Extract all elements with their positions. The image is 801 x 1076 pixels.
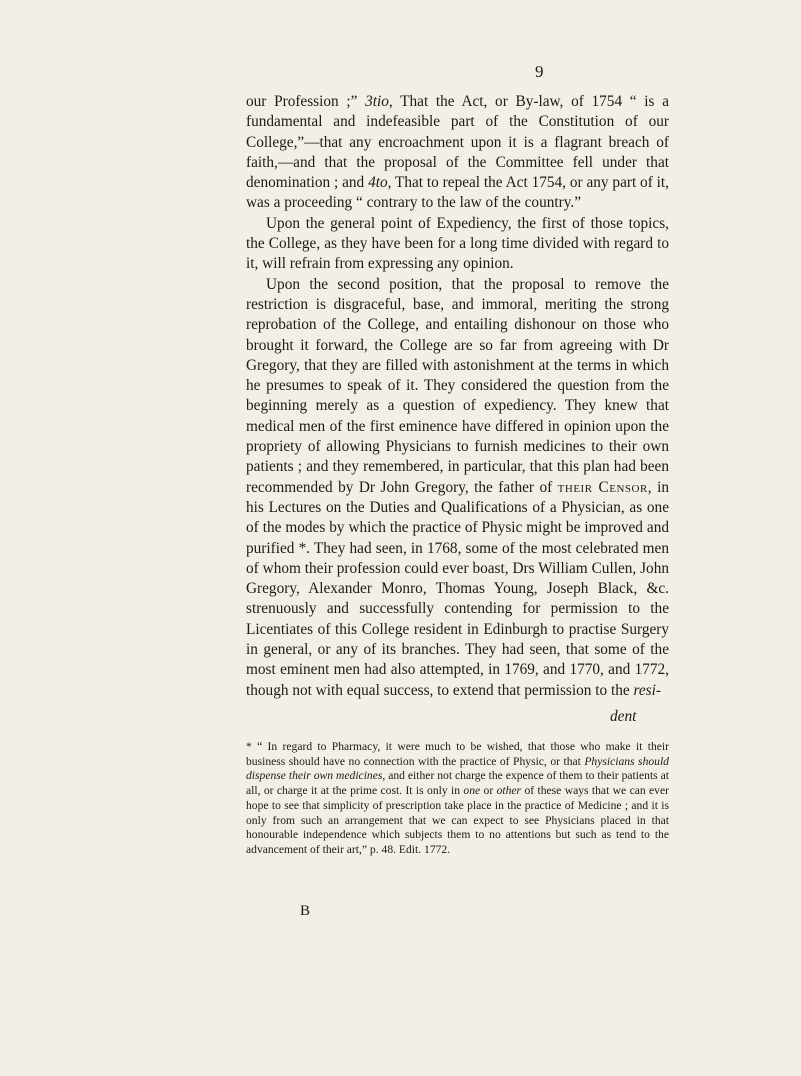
main-text xyxy=(246,92,669,701)
text-segment: our Profession ;” xyxy=(246,93,366,110)
footnote-segment: or xyxy=(480,784,497,798)
text-segment: , That the Act, or By-law, of 1754 “ is a fundamental and indefeasible part of the Constitution of our College,”—that any encroachment upon it is a flagrant breach of faith,—and that the proposal of the Committee fell under that denomination ; and xyxy=(246,93,669,192)
text-segment: resi- xyxy=(633,681,661,699)
signature-mark: B xyxy=(300,903,311,919)
text-segment: , in his Lectures on the Duties and Qualifications of a Physician, as one of the modes by which the practice of Physic might be improved and purified *. They had seen, in 1768, some of the most celebrated men of whom their profession could ever boast, Drs William Cullen, John Gregory, Alexander Monro, Thomas Young, Joseph Black, &c. strenuously and successfully contending for permission to the Licentiates of this College resident in Edinburgh to practise Surgery in general, or any of its branches. They had seen, that some of the most eminent men had also attempted, in 1769, and 1770, and 1772, though not with equal success, to extend that permission to the xyxy=(246,478,669,699)
footnote-segment: Physicians should dispense their own medicines xyxy=(246,754,669,783)
page-number: 9 xyxy=(535,62,544,81)
paragraph-1 xyxy=(246,92,669,214)
footnote-segment: of these ways that we can ever hope to see that simplicity of prescription take place in the practice of Medicine ; and it is only from such an arrangement that we can expect to see Physicians placed in that honourable independence which subjects them to no attentions but such as tend to the advancement of their art,” p. 48. Edit. 1772. xyxy=(246,784,669,856)
text-segment: 4to xyxy=(368,174,388,192)
text-segment: Upon the general point of Expediency, the first of those topics, the College, as they have been for a long time divided with regard to it, will refrain from expressing any opinion. xyxy=(246,214,669,273)
paragraph-3 xyxy=(246,275,669,701)
text-segment: their Censor xyxy=(557,478,648,496)
footnote-segment: , and either not charge the expence of them to their patients at all, or charge it at the prime cost. It is only in xyxy=(246,769,669,798)
footnote-segment: other xyxy=(496,784,522,798)
text-segment: , That to repeal the Act 1754, or any part of it, was a proceeding “ contrary to the law of the country.” xyxy=(246,174,669,212)
text-segment: Upon the second position, that the proposal to remove the restriction is disgraceful, base, and immoral, meriting the strong reprobation of the College, and entailing dishonour on those who brought it forward, the College are so far from agreeing with Dr Gregory, that they are filled with astonishment at the terms in which he presumes to speak of it. They considered the question from the beginning merely as a question of expediency. They knew that medical men of the first eminence have differed in opinion upon the propriety of allowing Physicians to furnish medicines to their own patients ; and they remembered, in particular, that this plan had been recommended by Dr John Gregory, the father of xyxy=(246,275,669,496)
catchword: dent xyxy=(610,708,637,725)
footnote-segment: one xyxy=(463,784,481,798)
text-segment: 3tio xyxy=(365,93,389,110)
paragraph-2 xyxy=(246,214,669,275)
footnote xyxy=(246,740,669,858)
footnote-segment: * “ In regard to Pharmacy, it were much to be wished, that those who make it their business should have no connection with the practice of Physic, or that xyxy=(246,740,669,768)
